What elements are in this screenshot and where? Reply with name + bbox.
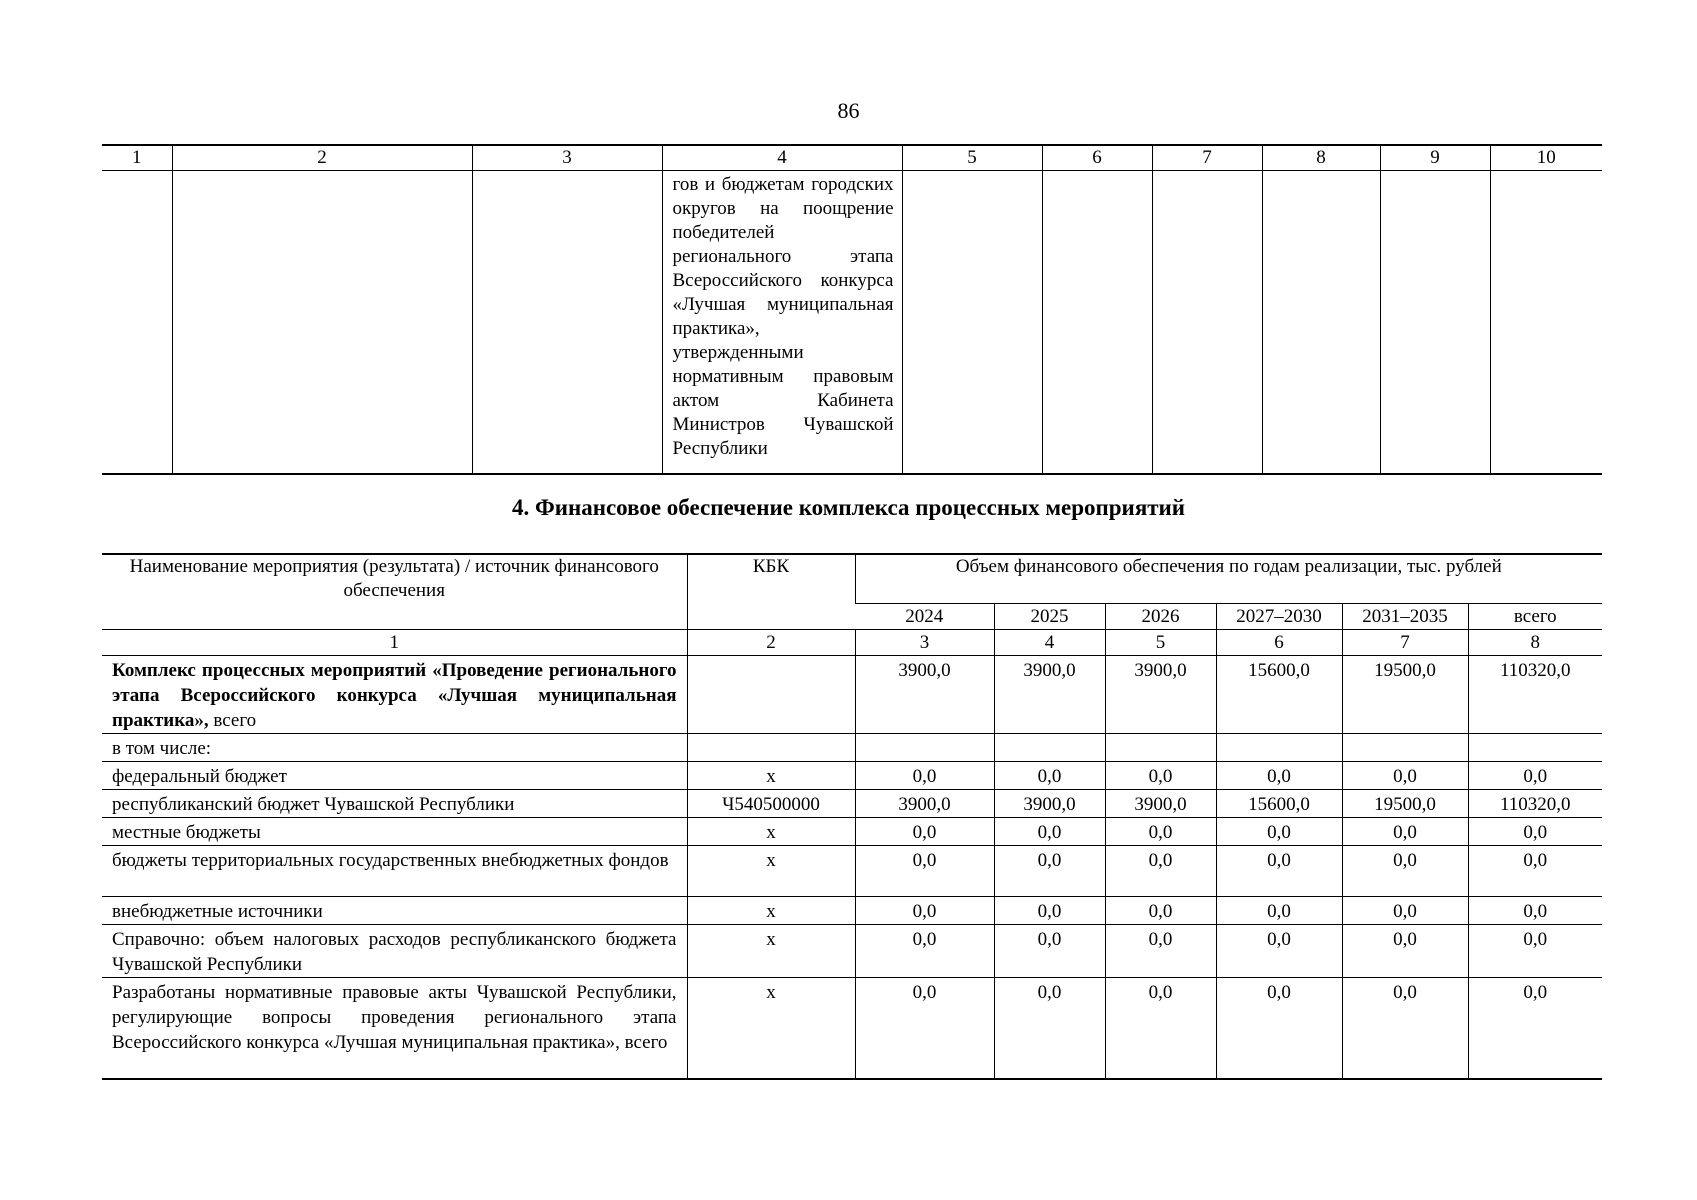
- row-label: внебюджетные источники: [102, 897, 687, 925]
- kbk-cell: х: [687, 818, 855, 846]
- empty-cell: [1380, 171, 1490, 475]
- value-cell: 0,0: [1105, 978, 1216, 1080]
- empty-cell: [1262, 171, 1380, 475]
- column-number: 4: [662, 145, 902, 171]
- column-number: 7: [1342, 630, 1468, 656]
- value-cell: 110320,0: [1468, 656, 1602, 734]
- table-row: [102, 925, 1602, 978]
- value-cell: 0,0: [1216, 925, 1342, 978]
- value-cell: 0,0: [1216, 978, 1342, 1080]
- column-number: 3: [855, 630, 994, 656]
- value-cell: 110320,0: [1468, 790, 1602, 818]
- description-cell: гов и бюджетам городских округов на поощрение победителей регионального этапа Всероссийского конкурса «Лучшая муниципальная практика», утвержденными нормативным правовым актом Кабинета Министров Чувашской Республики: [662, 171, 902, 475]
- row-label: федеральный бюджет: [102, 762, 687, 790]
- value-cell: 0,0: [1342, 762, 1468, 790]
- value-cell: 0,0: [1342, 818, 1468, 846]
- column-number: 5: [902, 145, 1042, 171]
- value-cell: [994, 734, 1105, 762]
- empty-cell: [1042, 171, 1152, 475]
- year-header: 2024: [855, 604, 994, 630]
- value-cell: 0,0: [1105, 897, 1216, 925]
- value-cell: 0,0: [855, 818, 994, 846]
- value-cell: 0,0: [1468, 846, 1602, 897]
- value-cell: 15600,0: [1216, 656, 1342, 734]
- year-header: всего: [1468, 604, 1602, 630]
- column-number: 9: [1380, 145, 1490, 171]
- year-header: 2031–2035: [1342, 604, 1468, 630]
- empty-cell: [172, 171, 472, 475]
- row-label: в том числе:: [102, 734, 687, 762]
- value-cell: 19500,0: [1342, 656, 1468, 734]
- row-label-bold: Комплекс процессных мероприятий «Проведение регионального этапа Всероссийского конкурса «Лучшая муниципальная практика»,: [112, 660, 677, 731]
- row-label: республиканский бюджет Чувашской Республики: [102, 790, 687, 818]
- kbk-cell: х: [687, 846, 855, 897]
- empty-cell: [102, 171, 172, 475]
- value-cell: 0,0: [994, 978, 1105, 1080]
- column-number: 6: [1042, 145, 1152, 171]
- value-cell: [1216, 734, 1342, 762]
- value-cell: 0,0: [994, 846, 1105, 897]
- year-header: 2025: [994, 604, 1105, 630]
- column-number: 4: [994, 630, 1105, 656]
- empty-cell: [472, 171, 662, 475]
- value-cell: [1468, 734, 1602, 762]
- value-cell: 0,0: [994, 818, 1105, 846]
- table-row: [102, 734, 1602, 762]
- column-number: 1: [102, 630, 687, 656]
- row-label: [102, 656, 687, 734]
- value-cell: 3900,0: [855, 656, 994, 734]
- value-cell: 0,0: [855, 762, 994, 790]
- section-heading: 4. Финансовое обеспечение комплекса процессных мероприятий: [511, 495, 1186, 520]
- empty-cell: [902, 171, 1042, 475]
- kbk-cell: х: [687, 897, 855, 925]
- finance-table: [102, 553, 1602, 1080]
- value-cell: 0,0: [855, 925, 994, 978]
- kbk-cell: [687, 656, 855, 734]
- value-cell: 0,0: [994, 897, 1105, 925]
- kbk-cell: [687, 734, 855, 762]
- year-header: 2027–2030: [1216, 604, 1342, 630]
- row-label: Разработаны нормативные правовые акты Чувашской Республики, регулирующие вопросы проведения регионального этапа Всероссийского конкурса «Лучшая муниципальная практика», всего: [102, 978, 687, 1080]
- value-cell: 0,0: [1468, 925, 1602, 978]
- row-label-rest: всего: [208, 710, 257, 731]
- value-cell: 0,0: [1216, 762, 1342, 790]
- value-cell: 0,0: [1105, 925, 1216, 978]
- value-cell: 0,0: [1468, 762, 1602, 790]
- value-cell: 0,0: [1468, 818, 1602, 846]
- value-cell: 0,0: [1342, 978, 1468, 1080]
- value-cell: 0,0: [994, 925, 1105, 978]
- table-row: [102, 762, 1602, 790]
- column-number: 8: [1262, 145, 1380, 171]
- column-number: 2: [687, 630, 855, 656]
- value-cell: 3900,0: [1105, 790, 1216, 818]
- value-cell: 0,0: [1342, 846, 1468, 897]
- value-cell: 0,0: [1216, 846, 1342, 897]
- page-number: 86: [837, 98, 860, 123]
- column-number: 1: [102, 145, 172, 171]
- value-cell: 3900,0: [1105, 656, 1216, 734]
- value-cell: 0,0: [1468, 897, 1602, 925]
- kbk-cell: х: [687, 925, 855, 978]
- header-name: Наименование мероприятия (результата) / источник финансового обеспечения: [102, 554, 687, 630]
- continuation-table: [102, 144, 1602, 475]
- column-number: 6: [1216, 630, 1342, 656]
- table-row: [102, 897, 1602, 925]
- value-cell: [1342, 734, 1468, 762]
- row-label: местные бюджеты: [102, 818, 687, 846]
- value-cell: 0,0: [1216, 897, 1342, 925]
- header-volume: Объем финансового обеспечения по годам реализации, тыс. рублей: [855, 554, 1602, 604]
- value-cell: 15600,0: [1216, 790, 1342, 818]
- column-number: 8: [1468, 630, 1602, 656]
- value-cell: 0,0: [1105, 846, 1216, 897]
- value-cell: 0,0: [1342, 897, 1468, 925]
- value-cell: 0,0: [855, 897, 994, 925]
- column-number-row: [102, 145, 1602, 171]
- header-row: [102, 554, 1602, 604]
- table-row: [102, 846, 1602, 897]
- table-row: [102, 656, 1602, 734]
- value-cell: [1105, 734, 1216, 762]
- row-label: Справочно: объем налоговых расходов республиканского бюджета Чувашской Республики: [102, 925, 687, 978]
- column-number-row: [102, 630, 1602, 656]
- table-row: [102, 978, 1602, 1080]
- value-cell: [855, 734, 994, 762]
- empty-cell: [1152, 171, 1262, 475]
- year-header: 2026: [1105, 604, 1216, 630]
- value-cell: 0,0: [1105, 818, 1216, 846]
- column-number: 5: [1105, 630, 1216, 656]
- table-row: [102, 171, 1602, 475]
- value-cell: 0,0: [1216, 818, 1342, 846]
- value-cell: 3900,0: [994, 790, 1105, 818]
- value-cell: 3900,0: [855, 790, 994, 818]
- value-cell: 0,0: [1105, 762, 1216, 790]
- row-label: бюджеты территориальных государственных внебюджетных фондов: [102, 846, 687, 897]
- column-number: 2: [172, 145, 472, 171]
- table-row: [102, 790, 1602, 818]
- value-cell: 0,0: [855, 978, 994, 1080]
- kbk-cell: Ч540500000: [687, 790, 855, 818]
- value-cell: 19500,0: [1342, 790, 1468, 818]
- header-kbk: КБК: [687, 554, 855, 630]
- kbk-cell: х: [687, 978, 855, 1080]
- empty-cell: [1490, 171, 1602, 475]
- column-number: 10: [1490, 145, 1602, 171]
- table-row: [102, 818, 1602, 846]
- kbk-cell: х: [687, 762, 855, 790]
- value-cell: 3900,0: [994, 656, 1105, 734]
- column-number: 3: [472, 145, 662, 171]
- value-cell: 0,0: [1342, 925, 1468, 978]
- value-cell: 0,0: [1468, 978, 1602, 1080]
- value-cell: 0,0: [855, 846, 994, 897]
- value-cell: 0,0: [994, 762, 1105, 790]
- column-number: 7: [1152, 145, 1262, 171]
